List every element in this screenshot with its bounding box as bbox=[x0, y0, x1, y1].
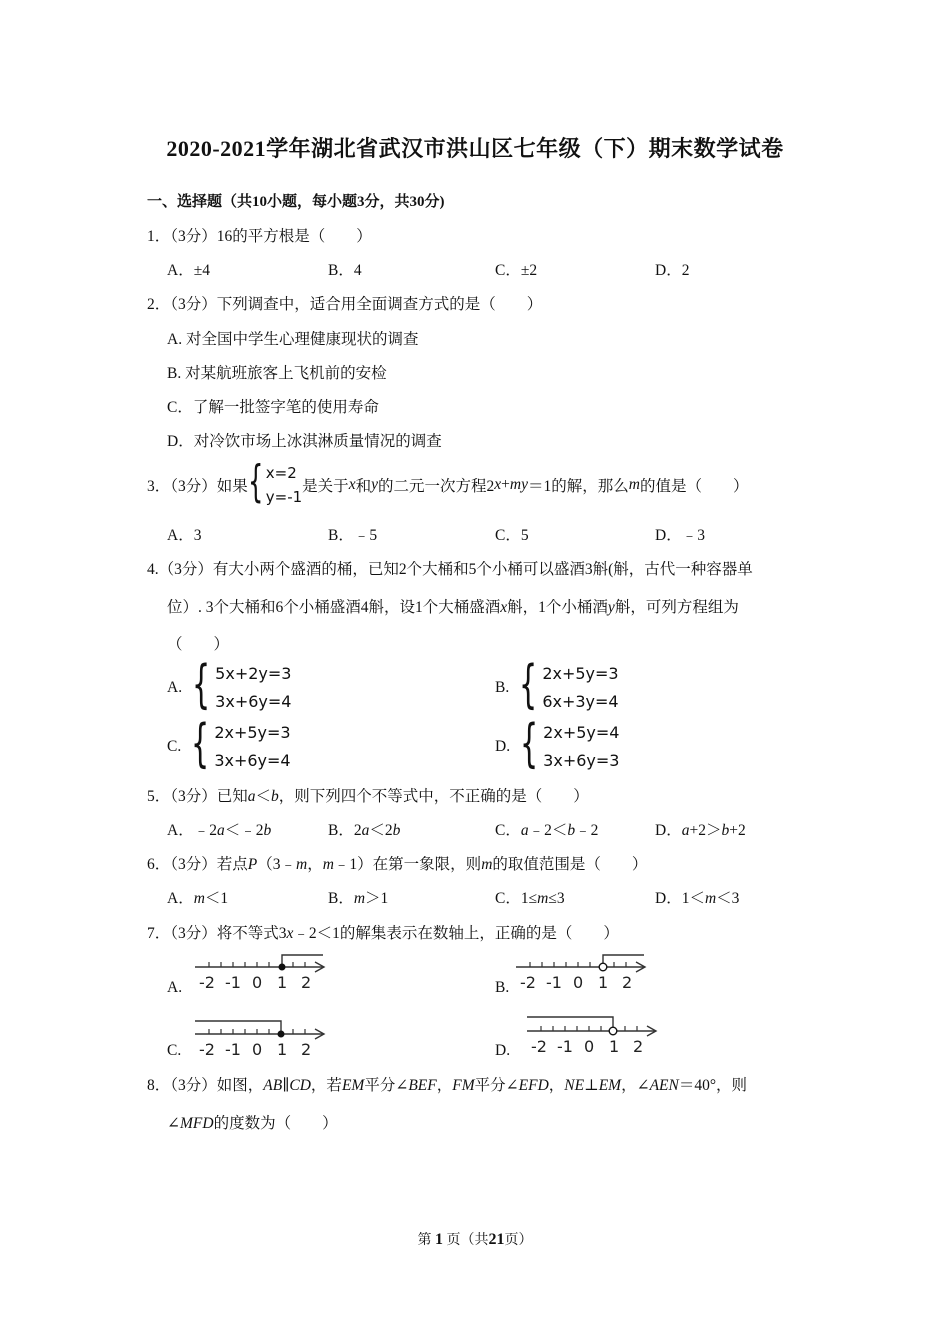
question-1-option-c: C．±2 bbox=[495, 262, 538, 279]
question-5-option-a bbox=[167, 818, 271, 840]
brace-icon: { bbox=[192, 655, 211, 715]
tick-label: -1 bbox=[546, 973, 562, 992]
question-2-option-b: B. 对某航班旅客上飞机前的安检 bbox=[167, 365, 387, 382]
page-footer bbox=[0, 1229, 950, 1249]
tick-label: -2 bbox=[199, 973, 215, 992]
var: m bbox=[537, 890, 549, 907]
text: ， bbox=[436, 1077, 453, 1094]
question-4-option-a bbox=[167, 655, 292, 716]
question-7-stem bbox=[147, 921, 619, 943]
text: B． bbox=[328, 890, 354, 907]
question-8-line-1 bbox=[147, 1073, 747, 1095]
text: A． bbox=[167, 890, 194, 907]
question-7-option-b-label: B. bbox=[495, 979, 510, 996]
var: x bbox=[286, 925, 294, 942]
question-3-option-d: D．﹣3 bbox=[655, 527, 705, 544]
var: a bbox=[520, 822, 529, 839]
brace-icon: { bbox=[247, 456, 264, 507]
text: 斛，可列方程组为 bbox=[614, 599, 739, 616]
text: +2＞ bbox=[689, 822, 722, 839]
var: EM bbox=[341, 1077, 365, 1094]
equation: 3x+6y=4 bbox=[214, 751, 291, 770]
var: a bbox=[681, 822, 690, 839]
tick-label: 1 bbox=[277, 1040, 288, 1059]
text: ，若 bbox=[310, 1077, 342, 1094]
text: 平分∠ bbox=[474, 1077, 519, 1094]
question-6-option-b bbox=[328, 886, 388, 908]
tick-label: -1 bbox=[225, 973, 241, 992]
equation: 2x+5y=3 bbox=[214, 723, 291, 742]
question-7-option-a-label: A. bbox=[167, 979, 183, 996]
var: m bbox=[704, 890, 717, 907]
question-3-option-c: C．5 bbox=[495, 527, 529, 544]
var: b bbox=[263, 822, 272, 839]
question-3-text: 的二元一次方程2 bbox=[377, 478, 495, 495]
text: C．1≤ bbox=[495, 890, 538, 907]
question-2-option-c: C．了解一批签字笔的使用寿命 bbox=[167, 399, 379, 416]
text: 6．（3分）若点 bbox=[147, 856, 248, 873]
question-3-text: 和 bbox=[355, 478, 372, 495]
page-total: 21 bbox=[488, 1231, 505, 1248]
var: y bbox=[371, 476, 378, 493]
text: +2 bbox=[729, 822, 746, 839]
text: 7．（3分）将不等式3 bbox=[147, 925, 287, 942]
question-2-option-d: D．对冷饮市场上冰淇淋质量情况的调查 bbox=[167, 433, 442, 450]
question-7-number-line-b bbox=[516, 952, 656, 994]
tick-label: 0 bbox=[584, 1037, 595, 1056]
tick-label: 0 bbox=[252, 1040, 263, 1059]
text: 页） bbox=[504, 1233, 533, 1248]
question-3-text: + bbox=[501, 476, 510, 493]
text: （3﹣ bbox=[257, 856, 296, 873]
question-6-option-d bbox=[655, 886, 739, 908]
equation: 3x+6y=4 bbox=[215, 692, 292, 711]
text: ﹣1）在第一象限，则 bbox=[333, 856, 482, 873]
question-3-system bbox=[247, 456, 303, 509]
var: CD bbox=[289, 1077, 311, 1094]
option-label: A. bbox=[167, 679, 183, 696]
text: ﹣2 bbox=[575, 822, 599, 839]
equation-system bbox=[192, 655, 292, 716]
text: 的度数为（ ） bbox=[213, 1115, 338, 1132]
text: ＜1 bbox=[204, 890, 229, 907]
var: y bbox=[607, 599, 615, 616]
text: ＜2 bbox=[369, 822, 393, 839]
var: m bbox=[353, 890, 366, 907]
page-title: 2020-2021学年湖北省武汉市洪山区七年级（下）期末数学试卷 bbox=[166, 136, 784, 161]
var: m bbox=[322, 856, 334, 873]
text: ＜3 bbox=[716, 890, 740, 907]
var: m bbox=[296, 856, 308, 873]
var: b bbox=[721, 822, 730, 839]
question-4-option-b bbox=[495, 655, 619, 716]
text: ， bbox=[548, 1077, 565, 1094]
tick-label: -2 bbox=[199, 1040, 215, 1059]
text: ＜ bbox=[255, 788, 272, 805]
text: A．﹣2 bbox=[167, 822, 217, 839]
question-3-option-b: B．﹣5 bbox=[328, 527, 378, 544]
question-1-stem: 1．（3分）16的平方根是（ ） bbox=[147, 228, 372, 245]
question-1-option-b: B．4 bbox=[328, 262, 362, 279]
equation-system bbox=[520, 714, 620, 775]
tick-label: 2 bbox=[301, 1040, 312, 1059]
var: AEN bbox=[649, 1077, 679, 1094]
question-7-number-line-d bbox=[527, 1012, 667, 1056]
text: 5．（3分）已知 bbox=[147, 788, 248, 805]
question-2-stem: 2．（3分）下列调查中，适合用全面调查方式的是（ ） bbox=[147, 296, 543, 313]
text: ＞1 bbox=[365, 890, 389, 907]
tick-label: -2 bbox=[531, 1037, 547, 1056]
text: ，则下列四个不等式中，不正确的是（ ） bbox=[278, 788, 589, 805]
text: ﹣2＜ bbox=[528, 822, 568, 839]
question-3-text: ＝1的解，那么 bbox=[527, 478, 629, 495]
brace-icon: { bbox=[520, 714, 539, 774]
var: x bbox=[348, 476, 356, 493]
text: ＝40°，则 bbox=[678, 1077, 748, 1094]
question-3-option-a: A．3 bbox=[167, 527, 202, 544]
tick-label: 1 bbox=[277, 973, 288, 992]
text: ﹣2＜1的解集表示在数轴上，正确的是（ ） bbox=[293, 925, 619, 942]
text: 斛，1个小桶酒 bbox=[507, 599, 608, 616]
var: m bbox=[193, 890, 205, 907]
question-5-option-d bbox=[655, 818, 746, 840]
brace-icon: { bbox=[519, 655, 538, 715]
var: a bbox=[247, 788, 256, 805]
text: B．2 bbox=[328, 822, 362, 839]
text: ≤3 bbox=[548, 890, 565, 907]
option-label: C. bbox=[167, 738, 182, 755]
equation-system bbox=[191, 714, 291, 775]
question-3-stem bbox=[147, 456, 749, 508]
question-1-option-a: A．±4 bbox=[167, 262, 210, 279]
tick-label: 2 bbox=[622, 973, 633, 992]
tick-label: 2 bbox=[633, 1037, 644, 1056]
var: b bbox=[271, 788, 279, 805]
equation: 6x+3y=4 bbox=[542, 692, 619, 711]
var: EFD bbox=[518, 1077, 549, 1094]
tick-label: 0 bbox=[573, 973, 584, 992]
equation: 5x+2y=3 bbox=[215, 664, 292, 683]
question-3-prefix: 3．（3分）如果 bbox=[147, 478, 248, 495]
question-3-text: 的值是（ ） bbox=[639, 478, 749, 495]
tick-label: -2 bbox=[520, 973, 536, 992]
var: m bbox=[628, 476, 640, 493]
text: 页（共 bbox=[446, 1233, 489, 1248]
question-3-text: 是关于 bbox=[302, 478, 349, 495]
question-3-eq1: x=2 bbox=[265, 464, 297, 482]
question-5-option-b bbox=[328, 818, 400, 840]
text: 平分∠ bbox=[364, 1077, 409, 1094]
var: AB bbox=[263, 1077, 283, 1094]
question-2-option-a: A. 对全国中学生心理健康现状的调查 bbox=[167, 331, 419, 348]
brace-icon: { bbox=[191, 714, 210, 774]
question-1-option-d: D．2 bbox=[655, 262, 690, 279]
question-4-option-d bbox=[495, 714, 620, 775]
question-7-option-d-label: D. bbox=[495, 1042, 511, 1059]
question-7-number-line-c bbox=[195, 1016, 335, 1060]
var: a bbox=[216, 822, 225, 839]
var: FM bbox=[452, 1077, 475, 1094]
var: NE bbox=[564, 1077, 585, 1094]
question-7-option-c-label: C. bbox=[167, 1042, 182, 1059]
var: x bbox=[500, 599, 508, 616]
text: ， bbox=[307, 856, 323, 873]
text: D．1＜ bbox=[655, 890, 705, 907]
var: b bbox=[567, 822, 576, 839]
tick-label: 1 bbox=[609, 1037, 620, 1056]
text: ⊥ bbox=[584, 1077, 599, 1094]
text: ∠ bbox=[167, 1115, 180, 1132]
text: D． bbox=[655, 822, 682, 839]
text: ，∠ bbox=[621, 1077, 650, 1094]
option-label: B. bbox=[495, 679, 510, 696]
tick-label: 0 bbox=[252, 973, 263, 992]
question-5-stem bbox=[147, 784, 589, 806]
question-3-eq2: y=-1 bbox=[265, 488, 303, 506]
question-4-line-2 bbox=[167, 595, 739, 617]
equation: 3x+6y=3 bbox=[543, 751, 620, 770]
question-7-number-line-a bbox=[195, 952, 335, 994]
var: BEF bbox=[408, 1077, 437, 1094]
page-number: 1 bbox=[435, 1231, 443, 1248]
question-8-line-2 bbox=[167, 1111, 338, 1133]
equation-system bbox=[519, 655, 619, 716]
var: x bbox=[494, 476, 502, 493]
text: ∥ bbox=[282, 1077, 290, 1094]
var: b bbox=[392, 822, 401, 839]
question-6-option-a bbox=[167, 886, 228, 908]
section-heading: 一、选择题（共10小题，每小题3分，共30分) bbox=[147, 194, 445, 210]
var: EM bbox=[598, 1077, 622, 1094]
text: 8．（3分）如图， bbox=[147, 1077, 264, 1094]
tick-label: 1 bbox=[598, 973, 609, 992]
question-6-option-c bbox=[495, 886, 565, 908]
var: a bbox=[361, 822, 370, 839]
text: 位）. 3个大桶和6个小桶盛酒4斛，设1个大桶盛酒 bbox=[167, 599, 501, 616]
question-6-stem bbox=[147, 852, 647, 874]
text: ＜﹣2 bbox=[224, 822, 264, 839]
question-5-option-c bbox=[495, 818, 598, 840]
question-4-line-3: （ ） bbox=[167, 636, 230, 653]
text: 第 bbox=[417, 1233, 432, 1248]
equation: 2x+5y=4 bbox=[543, 723, 620, 742]
tick-label: -1 bbox=[225, 1040, 241, 1059]
tick-label: 2 bbox=[301, 973, 312, 992]
option-label: D. bbox=[495, 738, 511, 755]
var: P bbox=[247, 856, 258, 873]
var: my bbox=[509, 476, 528, 493]
text: C． bbox=[495, 822, 521, 839]
var: MFD bbox=[180, 1115, 214, 1132]
question-4-line-1: 4.（3分）有大小两个盛酒的桶，已知2个大桶和5个小桶可以盛酒3斛(斛，古代一种容器单 bbox=[147, 561, 753, 578]
question-4-option-c bbox=[167, 714, 291, 775]
text: 的取值范围是（ ） bbox=[492, 856, 648, 873]
tick-label: -1 bbox=[557, 1037, 573, 1056]
var: m bbox=[481, 856, 493, 873]
equation: 2x+5y=3 bbox=[542, 664, 619, 683]
